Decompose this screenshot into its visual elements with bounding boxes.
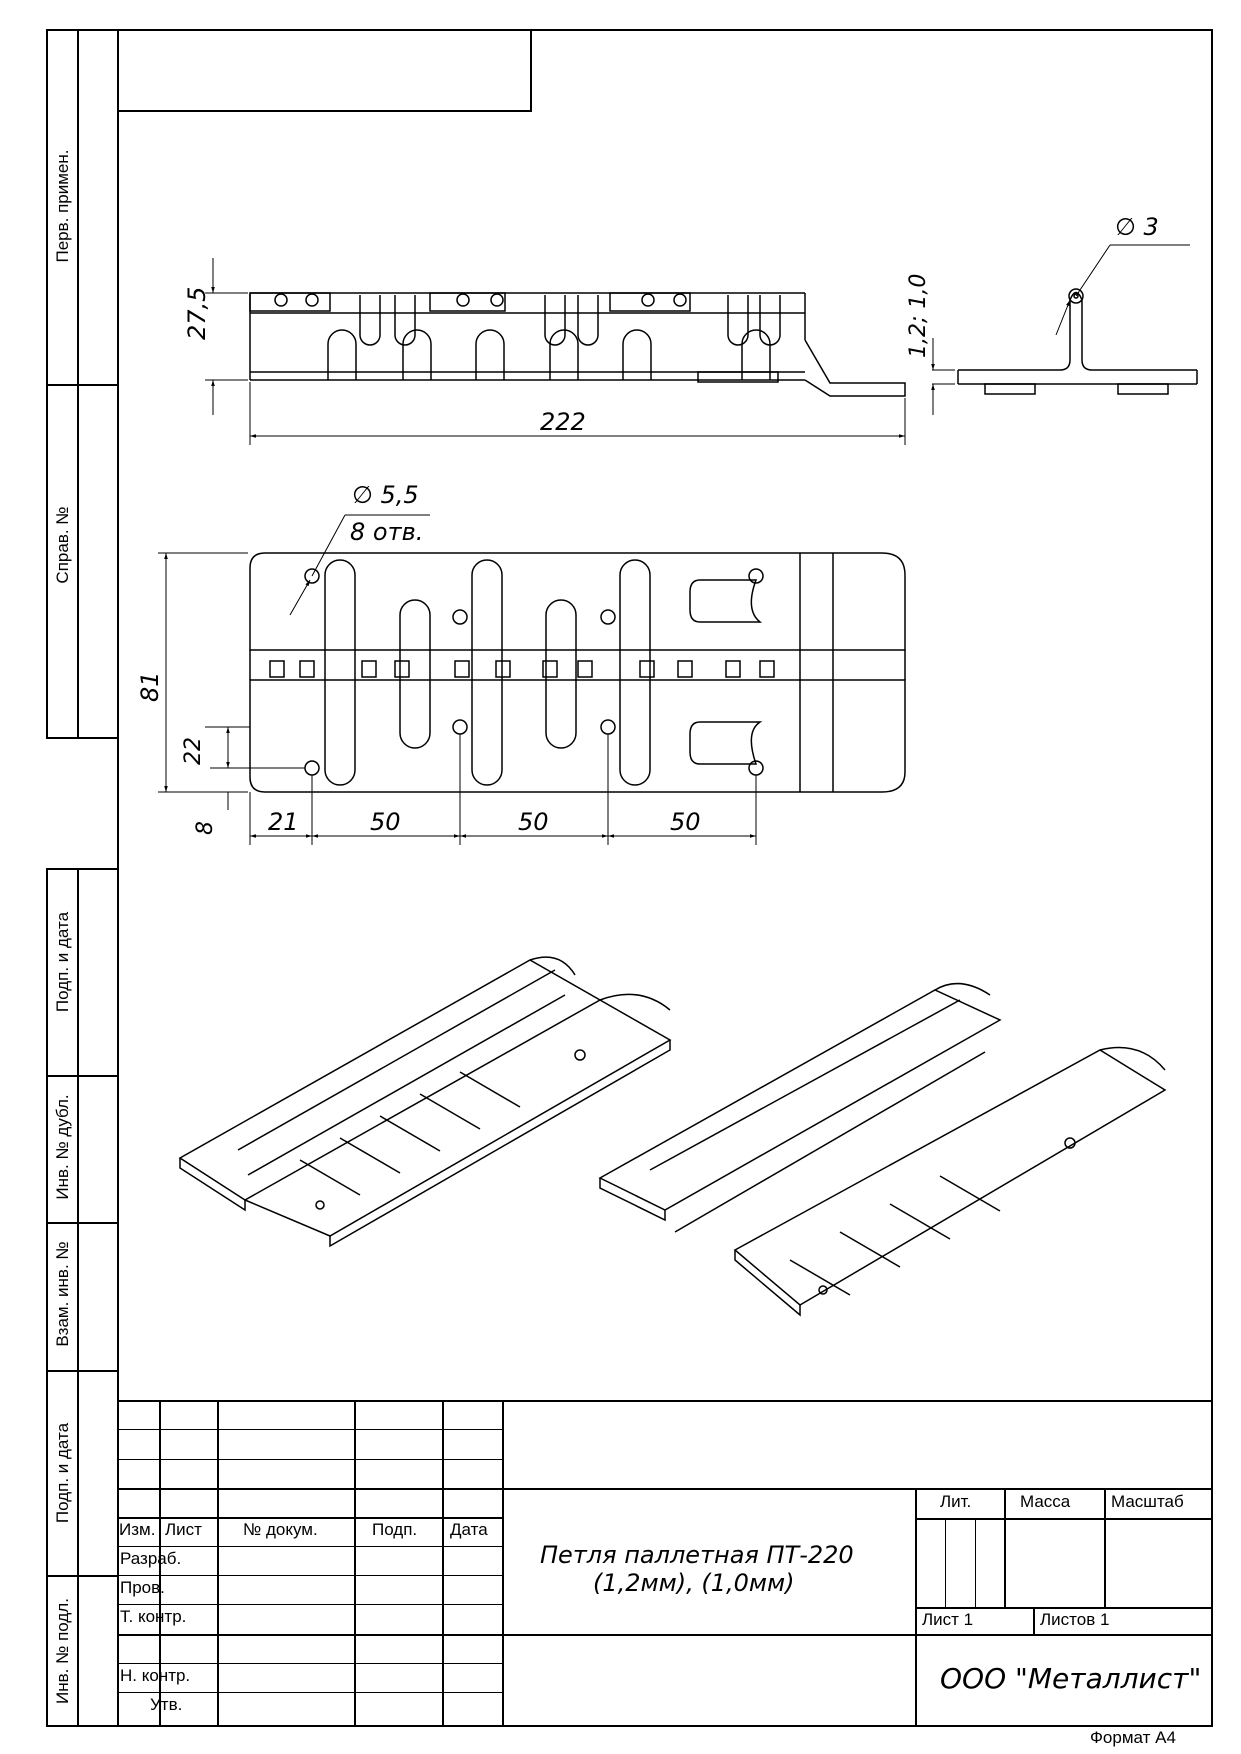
tb-vline-4 — [442, 1400, 444, 1727]
row-utv: Утв. — [150, 1695, 183, 1714]
dim-8: 8 — [193, 821, 218, 835]
lbl-listov: Листов 1 — [1040, 1610, 1110, 1629]
tb-lit-sub-2 — [975, 1518, 976, 1608]
isometric-assembled — [180, 957, 670, 1246]
dim-21: 21 — [268, 808, 299, 836]
tb-hline-1 — [117, 1429, 503, 1430]
hdr-dokum: № докум. — [243, 1520, 318, 1539]
dim-dia-5-5: ∅ 5,5 — [352, 481, 419, 509]
dim-dia-3: ∅ 3 — [1115, 213, 1159, 241]
dim-50-c: 50 — [670, 808, 701, 836]
row-tkontr: Т. контр. — [120, 1607, 187, 1626]
dim-27-5: 27,5 — [183, 286, 211, 340]
side-view — [958, 289, 1197, 394]
format-label: Формат А4 — [1090, 1728, 1176, 1747]
tb-hline-5 — [117, 1546, 503, 1547]
row-prov: Пров. — [120, 1578, 165, 1597]
row-nkontr: Н. контр. — [120, 1666, 191, 1685]
label-perv-primen: Перв. примен. — [53, 149, 72, 263]
dim-thickness: 1,2; 1,0 — [906, 273, 931, 358]
tb-vline-3 — [354, 1400, 356, 1727]
tb-vline-5 — [502, 1400, 504, 1727]
dim-22: 22 — [181, 737, 206, 765]
upper-slots — [360, 295, 780, 345]
plan-view — [250, 553, 905, 792]
hdr-list: Лист — [165, 1520, 202, 1539]
screws — [275, 294, 686, 306]
tb-right-vline-3 — [1104, 1488, 1106, 1608]
lbl-lit: Лит. — [940, 1492, 972, 1511]
dim-50-b: 50 — [518, 808, 549, 836]
hdr-data: Дата — [450, 1520, 488, 1539]
label-inv-dubl: Инв. № дубл. — [53, 1094, 72, 1200]
lbl-list-no: Лист 1 — [922, 1610, 974, 1629]
isometric-exploded — [600, 984, 1165, 1315]
lbl-massa: Масса — [1020, 1492, 1071, 1511]
front-view — [250, 293, 905, 396]
tb-hline-3 — [117, 1488, 1213, 1490]
side-dims — [932, 245, 1190, 415]
doc-title-line2: (1,2мм), (1,0мм) — [593, 1569, 795, 1597]
tb-hline-8 — [117, 1634, 1213, 1636]
lbl-masshtab: Масштаб — [1111, 1492, 1184, 1511]
tb-hline-2 — [117, 1459, 503, 1460]
label-podp-data-1: Подп. и дата — [53, 911, 72, 1013]
tb-right-hline-1 — [915, 1518, 1213, 1520]
dim-81: 81 — [136, 671, 164, 702]
tb-hline-6 — [117, 1575, 503, 1576]
hdr-izm: Изм. — [119, 1520, 156, 1539]
tb-right-vline-2 — [1004, 1488, 1006, 1608]
holes — [305, 569, 763, 775]
label-sprav-no: Справ. № — [53, 506, 72, 584]
hdr-podp: Подп. — [372, 1520, 418, 1539]
tb-hline-4 — [117, 1517, 503, 1519]
middle-tabs — [270, 661, 774, 677]
tb-hline-9 — [117, 1663, 503, 1664]
label-vzam-inv: Взам. инв. № — [53, 1241, 72, 1347]
tb-list-sep — [1033, 1607, 1035, 1635]
company-name: ООО "Металлист" — [940, 1662, 1202, 1695]
tb-right-hline-2 — [915, 1607, 1213, 1609]
tb-lit-sub-1 — [945, 1518, 946, 1608]
dim-222: 222 — [540, 408, 586, 436]
dim-50-a: 50 — [370, 808, 401, 836]
row-razrab: Разраб. — [120, 1549, 182, 1568]
label-podp-data-2: Подп. и дата — [53, 1422, 72, 1524]
label-inv-podl: Инв. № подл. — [53, 1598, 72, 1704]
tb-vline-2 — [217, 1400, 219, 1727]
tb-hline-10 — [117, 1692, 503, 1693]
tb-hline-7 — [117, 1604, 503, 1605]
dim-8-holes: 8 отв. — [350, 518, 424, 546]
doc-title-line1: Петля паллетная ПТ-220 — [540, 1541, 854, 1569]
